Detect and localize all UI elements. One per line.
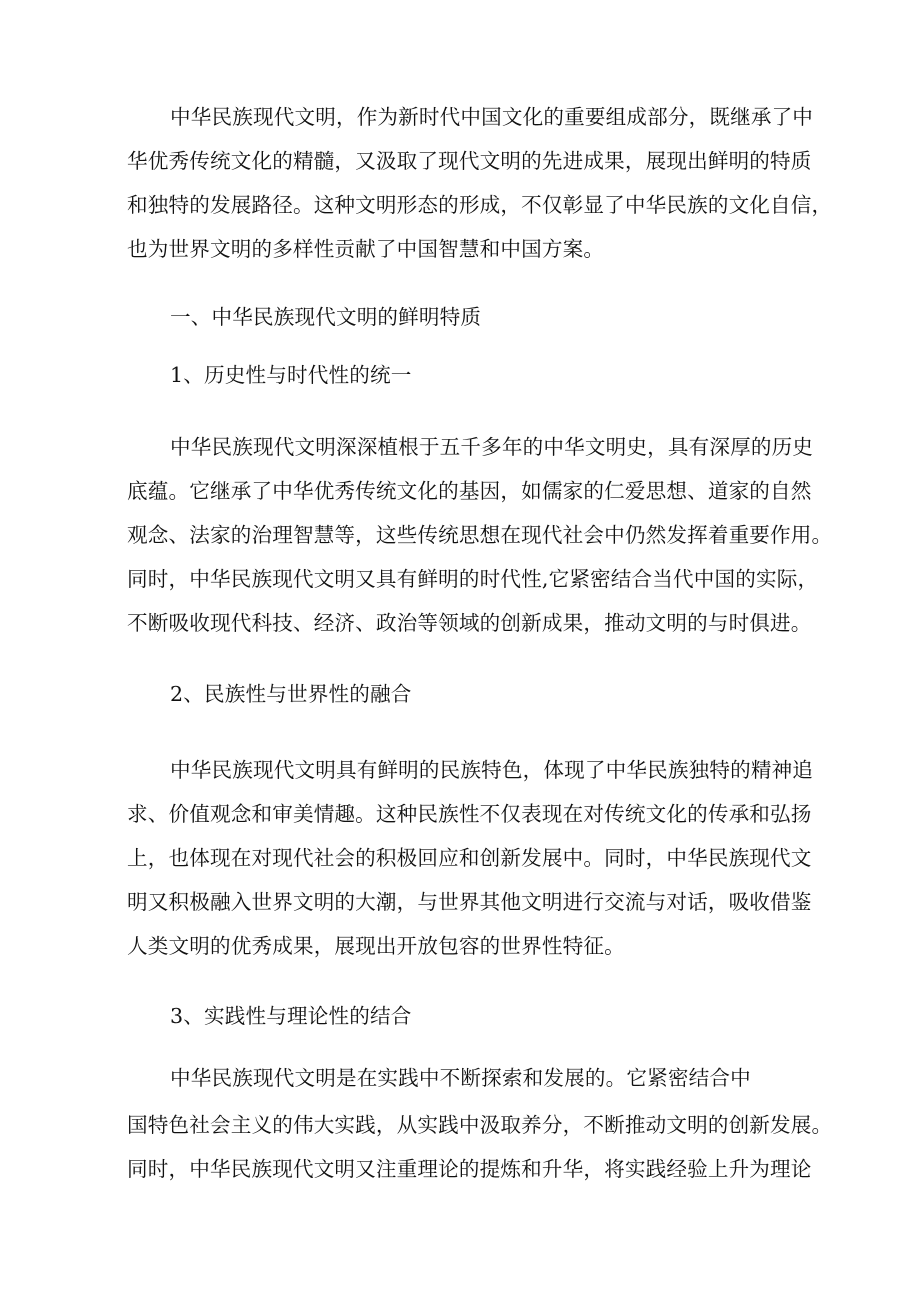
sub3-heading: 3、实践性与理论性的结合 bbox=[170, 1004, 412, 1028]
sub3-line-2: 国特色社会主义的伟大实践，从实践中汲取养分，不断推动文明的创新发展。 bbox=[127, 1113, 833, 1137]
intro-line-2: 华优秀传统文化的精髓，又汲取了现代文明的先进成果，展现出鲜明的特质 bbox=[127, 149, 812, 173]
sub1-line-4: 同时，中华民族现代文明又具有鲜明的时代性,它紧密结合当代中国的实际， bbox=[127, 567, 819, 591]
sub1-line-2: 底蕴。它继承了中华优秀传统文化的基因，如儒家的仁爱思想、道家的自然 bbox=[127, 479, 812, 503]
sub1-heading: 1、历史性与时代性的统一 bbox=[170, 363, 412, 387]
intro-line-3: 和独特的发展路径。这种文明形态的形成，不仅彰显了中华民族的文化自信， bbox=[127, 193, 833, 217]
sub1-line-3: 观念、法家的治理智慧等，这些传统思想在现代社会中仍然发挥着重要作用。 bbox=[127, 523, 833, 547]
sub2-line-3: 上，也体现在对现代社会的积极回应和创新发展中。同时，中华民族现代文 bbox=[127, 846, 812, 870]
sub2-line-4: 明又积极融入世界文明的大潮，与世界其他文明进行交流与对话，吸收借鉴 bbox=[127, 890, 812, 914]
sub3-line-1: 中华民族现代文明是在实践中不断探索和发展的。它紧密结合中 bbox=[170, 1066, 751, 1090]
sub2-line-1: 中华民族现代文明具有鲜明的民族特色，体现了中华民族独特的精神追 bbox=[170, 758, 814, 782]
intro-line-4: 也为世界文明的多样性贡献了中国智慧和中国方案。 bbox=[127, 237, 605, 261]
intro-line-1: 中华民族现代文明，作为新时代中国文化的重要组成部分，既继承了中 bbox=[170, 105, 814, 129]
sub1-line-5: 不断吸收现代科技、经济、政治等领域的创新成果，推动文明的与时俱进。 bbox=[127, 611, 812, 635]
sub1-line-1: 中华民族现代文明深深植根于五千多年的中华文明史，具有深厚的历史 bbox=[170, 435, 814, 459]
sub2-line-2: 求、价值观念和审美情趣。这种民族性不仅表现在对传统文化的传承和弘扬 bbox=[127, 802, 812, 826]
sub2-line-5: 人类文明的优秀成果，展现出开放包容的世界性特征。 bbox=[127, 934, 625, 958]
sub2-heading: 2、民族性与世界性的融合 bbox=[170, 682, 412, 706]
sub3-line-3: 同时，中华民族现代文明又注重理论的提炼和升华，将实践经验上升为理论 bbox=[127, 1157, 812, 1181]
section-heading: 一、中华民族现代文明的鲜明特质 bbox=[170, 305, 482, 329]
